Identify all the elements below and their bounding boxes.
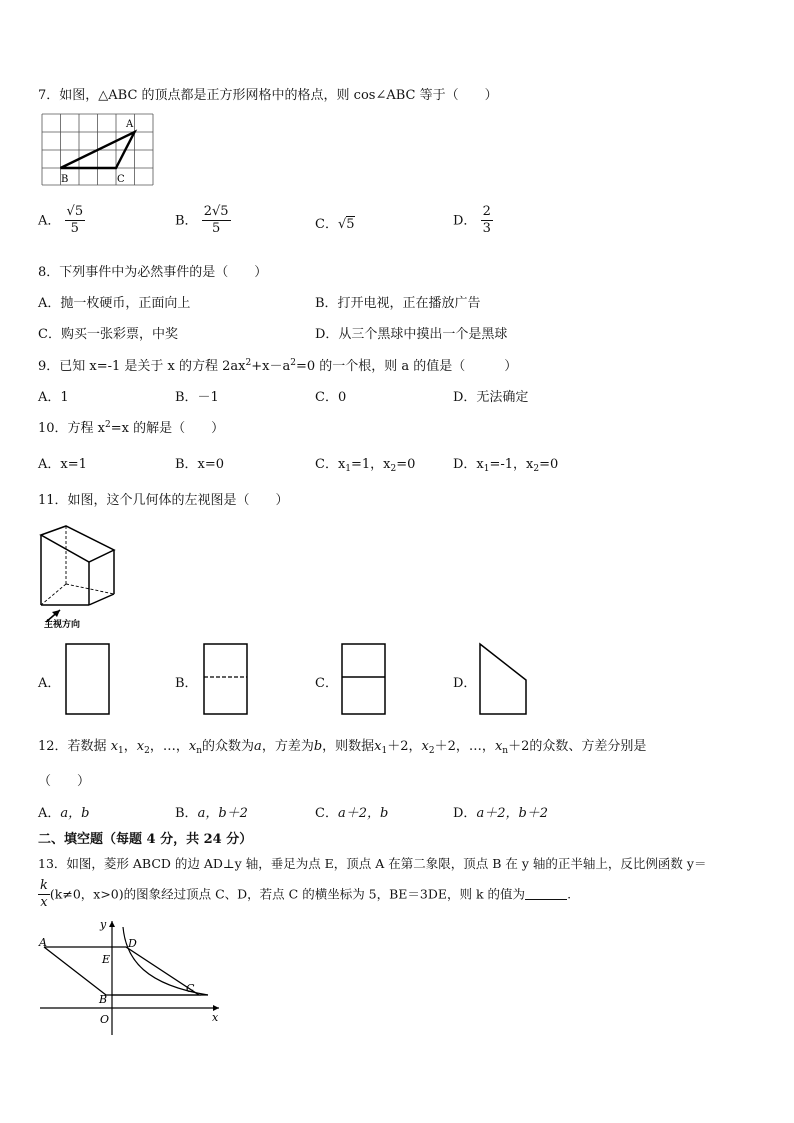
option-text: ，b＋2 [205,806,248,821]
q12-option-b[interactable] [175,802,248,821]
subscript: n [196,746,203,756]
q13-label-d: D [128,937,137,950]
coefficient: 2 [203,204,212,219]
option-label: B． [175,806,198,821]
q13-label-o: O [100,1013,110,1026]
var: x [421,739,429,754]
fraction: $\frac{√5}{5}$ [66,204,84,237]
q12-stem-part: ，方差为 [261,739,314,754]
q9-option-b[interactable]: B．－1 [175,390,219,405]
q13-label-b: B [99,993,108,1006]
ellipsis: … [468,739,482,754]
option-text: =-1，x [489,457,534,472]
q11-stem: 11．如图，这个几何体的左视图是（ ） [38,493,289,508]
q9-stem-part: 9．已知 x=-1 是关于 x 的方程 2ax [38,359,246,374]
option-text: a＋2 [476,806,506,821]
option-text: D．x [453,457,484,472]
radicand: 5 [74,204,84,219]
option-label: D． [453,213,477,229]
radicand: 5 [346,217,355,232]
q10-stem [38,417,224,436]
option-text: =0 [396,457,416,472]
var: a [254,739,262,754]
q13-stem-line1: 13．如图，菱形 ABCD 的边 AD⊥y 轴，垂足为点 E，顶点 A 在第二象限，顶点 B 在 y 轴的正半轴上，反比例函数 y＝ [38,856,707,871]
var: x [188,739,197,754]
answer-blank[interactable] [525,887,567,900]
subscript: 2 [428,746,435,756]
numerator: 2 [481,204,493,221]
subscript: 1 [118,746,124,756]
subscript: n [502,746,509,756]
separator: ， [481,739,495,754]
q11-option-c-figure[interactable] [340,642,388,716]
separator: ， [149,739,163,754]
subscript: 1 [345,464,352,474]
option-label: C． [315,217,338,232]
q13-label-c: C [186,982,195,995]
q13-figure [36,915,226,1040]
q8-option-b[interactable]: B．打开电视，正在播放广告 [315,296,481,311]
var: x [374,739,382,754]
option-label: C． [315,806,338,821]
q12-stem-part: 的众数、方差分别是 [529,739,647,754]
superscript: 2 [105,420,111,430]
option-text: ，b＋2 [505,806,549,821]
q11-option-c-label[interactable]: C． [315,676,338,691]
option-text: a [197,806,206,821]
q10-stem-part: =x 的解是（ ） [110,421,225,436]
q11-option-d-figure[interactable] [478,642,530,716]
q7-option-c[interactable]: C．√5 [315,217,355,232]
subscript: 2 [390,464,397,474]
q12-stem-part: 12．若数据 [38,739,111,754]
q8-option-d[interactable]: D．从三个黑球中摸出一个是黑球 [315,327,508,342]
q8-option-c[interactable]: C．购买一张彩票，中奖 [38,327,178,342]
q7-option-a[interactable] [38,204,85,238]
q11-option-d-label[interactable]: D． [453,676,477,691]
q9-option-a[interactable]: A．1 [38,390,69,405]
var: x [110,739,119,754]
option-label: D． [453,806,477,821]
option-text: ，b [366,806,389,821]
option-text: C．x [315,457,346,472]
q10-option-a[interactable]: A．x=1 [38,457,87,472]
var: x [494,739,503,754]
q12-stem-part: ，则数据 [322,739,375,754]
subscript: 1 [381,746,388,756]
separator: ， [123,739,137,754]
subscript: 1 [483,464,490,474]
q11-option-a-label[interactable]: A． [38,676,61,691]
q12-stem-part: 的众数为 [202,739,255,754]
var: x [136,739,145,754]
option-text: a，b [60,806,90,821]
q10-option-d[interactable] [453,453,558,474]
fraction: $\frac{2√5}{5}$ [203,204,229,237]
q13-label-y: y [100,918,107,931]
q11-caption: 主视方向 [44,620,81,630]
superscript: 2 [290,358,296,368]
q13-stem-part: . [567,886,572,902]
option-label: A． [38,806,61,821]
fraction [481,204,493,238]
separator: ， [175,739,189,754]
q7-stem: 7．如图，△ABC 的顶点都是正方形网格中的格点，则 cos∠ABC 等于（ ） [38,88,498,103]
q7-option-b[interactable] [175,204,231,238]
q13-label-a: A [39,936,47,949]
plus-two: ＋2 [508,739,530,754]
q12-stem [38,735,646,756]
q7-label-a: A [126,119,134,130]
plus-two: ＋2 [387,739,409,754]
section-heading: 二、填空题（每题 4 分，共 24 分） [38,832,253,847]
q8-stem: 8．下列事件中为必然事件的是（ ） [38,265,268,280]
option-text: =1，x [351,457,391,472]
q13-stem-part: (k≠0，x>0)的图象经过顶点 C、D，若点 C 的横坐标为 5，BE＝3DE，则 k 的值为 [49,886,526,902]
subscript: 2 [144,746,150,756]
q9-stem [38,355,517,374]
q10-option-b[interactable]: B．x=0 [175,457,225,472]
q7-option-d[interactable] [453,204,493,238]
q10-stem-part: 10．方程 x [38,421,106,436]
denominator: 3 [482,221,491,237]
option-text: a＋2 [337,806,367,821]
q11-option-b-figure[interactable] [202,642,250,716]
q13-label-x: x [212,1011,219,1024]
q12-paren: （ ） [38,774,91,789]
q7-label-b: B [61,174,69,185]
plus-two: ＋2 [434,739,456,754]
q8-option-a[interactable]: A．抛一枚硬币，正面向上 [38,296,191,311]
q13-stem-line2 [38,878,571,912]
separator: ， [408,739,422,754]
ellipsis: … [162,739,176,754]
denominator: 5 [211,221,221,237]
q9-option-c[interactable]: C．0 [315,390,347,405]
option-label: A． [38,213,61,229]
q10-option-c[interactable] [315,453,415,474]
option-label: B． [175,213,198,229]
denominator: 5 [70,221,79,237]
q11-solid-figure [36,522,126,632]
subscript: 2 [533,464,540,474]
fraction [38,878,50,912]
q12-option-a[interactable] [38,802,89,821]
option-text: =0 [539,457,559,472]
separator: ， [455,739,469,754]
q9-option-d[interactable]: D．无法确定 [453,390,529,405]
numerator: k [38,878,50,895]
denominator: x [40,895,48,911]
q9-stem-part: =0 的一个根，则 a 的值是（ ） [295,359,518,374]
var: b [313,739,323,754]
q9-stem-part: +x－a [251,359,291,374]
q12-option-d[interactable] [453,802,548,821]
q13-label-e: E [102,953,111,966]
q7-grid-figure [40,112,156,188]
superscript: 2 [245,358,252,368]
q11-option-b-label[interactable]: B． [175,676,198,691]
q11-option-a-figure[interactable] [64,642,112,716]
radicand: 5 [220,204,229,219]
q7-label-c: C [117,174,125,185]
q12-option-c[interactable] [315,802,388,821]
